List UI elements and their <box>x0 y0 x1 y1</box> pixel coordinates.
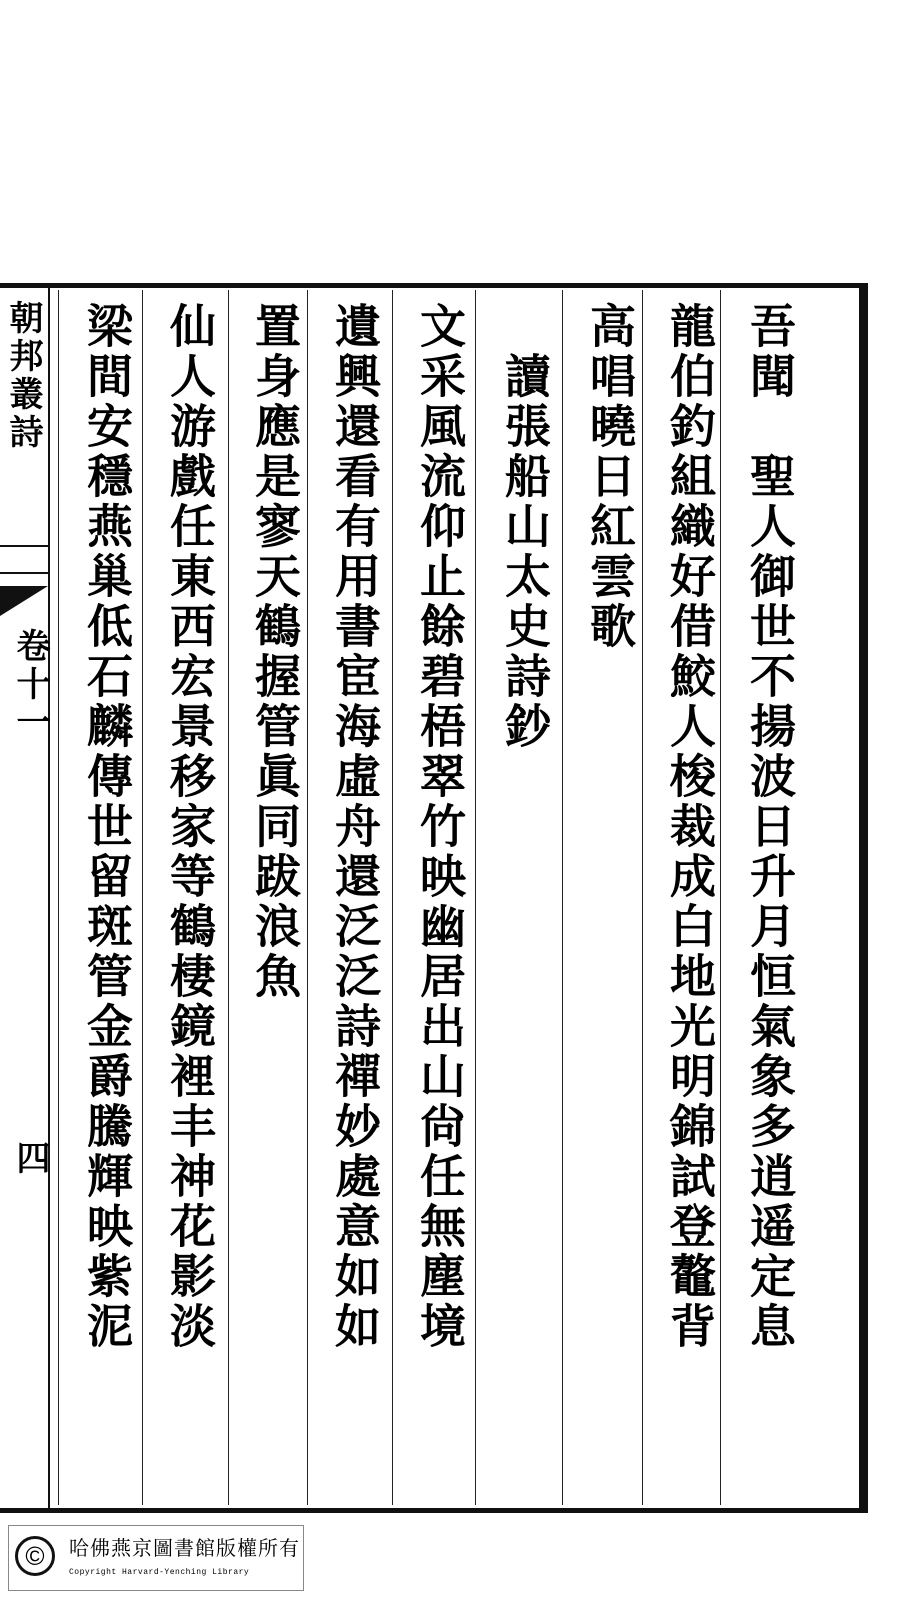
text-column: 文采風流仰止餘碧梧翠竹映幽居出山尙任無塵境 <box>413 302 467 1352</box>
text-column: 置身應是寥天鶴握管眞同跋浪魚 <box>248 302 302 1002</box>
copyright-chinese: 哈佛燕京圖書館版權所有 <box>69 1536 300 1560</box>
copyright-english: Copyright Harvard-Yenching Library <box>69 1568 250 1577</box>
text-column: 仙人游戲任東西宏景移家等鶴棲鏡裡丰神花影淡 <box>163 302 217 1352</box>
fishtail-mark <box>0 586 48 616</box>
column-rule <box>142 290 143 1505</box>
column-rule <box>642 290 643 1505</box>
gutter-page-number: 四 <box>10 1140 50 1174</box>
page-gutter <box>0 288 50 1513</box>
column-rule <box>228 290 229 1505</box>
text-column: 龍伯釣組織好借鮫人梭裁成白地光明錦試登鼇背 <box>663 302 717 1352</box>
text-column: 梁間安穩燕巢低石麟傳世留斑管金爵騰輝映紫泥 <box>80 302 134 1352</box>
copyright-icon: © <box>15 1536 55 1576</box>
column-rule <box>307 290 308 1505</box>
column-rule <box>562 290 563 1505</box>
poem-title: 讀張船山太史詩鈔 <box>498 302 552 752</box>
column-rule <box>720 290 721 1505</box>
column-rule <box>475 290 476 1505</box>
gutter-divider <box>0 572 50 574</box>
text-column: 高唱曉日紅雲歌 <box>583 302 637 652</box>
gutter-volume: 卷十一 <box>10 628 50 742</box>
text-column: 吾聞 聖人御世不揚波日升月恒氣象多逍遥定息 <box>743 302 797 1352</box>
column-rule <box>392 290 393 1505</box>
gutter-divider <box>0 545 50 547</box>
gutter-book-title: 朝邦叢詩 <box>3 300 43 452</box>
column-rule <box>58 290 59 1505</box>
copyright-stamp <box>8 1525 304 1591</box>
text-column: 遺興還看有用書宦海虛舟還泛泛詩禪妙處意如如 <box>328 302 382 1352</box>
